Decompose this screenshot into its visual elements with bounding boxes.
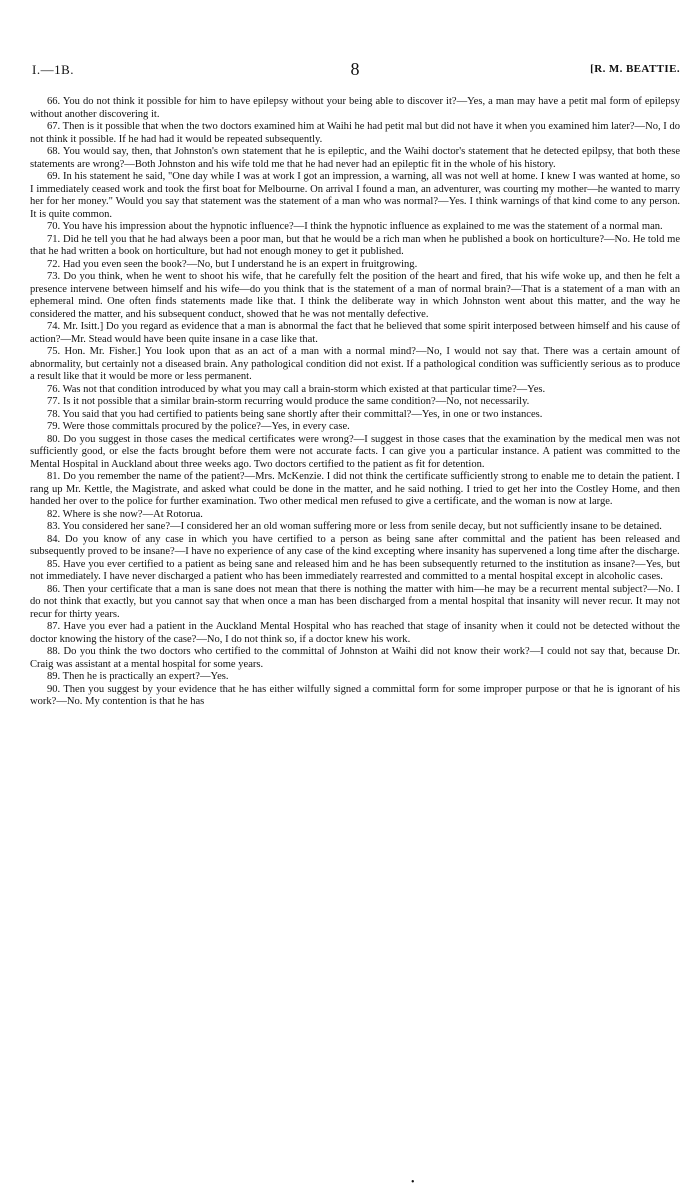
document-reference: I.—1B. [32,62,74,77]
testimony-paragraph: 75. Hon. Mr. Fisher.] You look upon that as an act of a man with a normal mind?—No, I would not say that. There was a certain amount of abnormality, but certainly not a diseased brain. Any pathological condition did not exist. If a pathological condition was sufficiently serious as to produce a result like that it would be more or less permanent. [30,346,680,382]
testimony-paragraph: 76. Was not that condition introduced by what you may call a brain-storm which existed at that particular time?—Yes. [47,383,546,395]
document-page [30,59,680,709]
testimony-paragraph: 86. Then your certificate that a man is sane does not mean that there is nothing the matter with him—he may be a recurrent mental subject?—No. I do not think that exactly, but you cannot say that when once a man has been discharged from a mental hospital that insanity will never recur. It may not recur for thirty years. [30,583,680,620]
testimony-paragraph: 74. Mr. Isitt.] Do you regard as evidence that a man is abnormal the fact that he believed that some spirit interposed between himself and his cause of action?—Mr. Stead would have been quite insane in a case like that. [30,321,680,345]
testimony-paragraph: 81. Do you remember the name of the patient?—Mrs. McKenzie. I did not think the certificate sufficiently strong to enable me to detain the patient. I rang up Mr. Kettle, the Magistrate, and asked what could be done in the matter, and he said nothing. I tried to get her into the Costley Home, and then handed her over to the police for further examination. Two other medical men refused to give a certificate, and the woman is now at large. [30,471,680,507]
testimony-paragraph: 67. Then is it possible that when the two doctors examined him at Waihi he had petit mal but did not have it when you examined him later?—No, I do not think it possible. If he had had it would be repeated subsequently. [30,121,680,145]
testimony-paragraph: 82. Where is she now?—At Rotorua. [47,508,203,520]
testimony-paragraph: 84. Do you know of any case in which you have certified to a person as being sane after committal and the patient has been released and subsequently proved to be insane?—I have no experience of any case of the kind excepting where insanity has supervened a long time after the discharge. [30,533,680,557]
page-header [30,59,680,84]
footer-mark: • [411,1177,415,1188]
testimony-paragraph: 87. Have you ever had a patient in the Auckland Mental Hospital who has reached that stage of insanity when it could not be detected without the doctor knowing the history of the case?—No, I do not think so, if a doctor knew his work. [30,621,680,645]
testimony-paragraph: 69. In his statement he said, "One day while I was at work I got an impression, a warning, all was not well at home. I knew I was wanted at home, so I immediately ceased work and took the first boat for Melbourne. On arrival I found a man, an adventurer, was courting my mother—he wanted to marry her for her money." Would you say that statement was the statement of a man who was normal?—Yes. I think warnings of that kind come to any person. It is quite common. [30,171,680,220]
testimony-paragraph: 88. Do you think the two doctors who certified to the committal of Johnston at Waihi did not know their work?—I could not say that, because Dr. Craig was assistant at a mental hospital for some years. [30,646,680,670]
testimony-paragraph: 83. You considered her sane?—I considered her an old woman suffering more or less from senile decay, but not sufficiently insane to be detained. [47,521,662,532]
testimony-paragraph: 66. You do not think it possible for him to have epilepsy without your being able to discover it?—Yes, a man may have a petit mal form of epilepsy without another discovering it. [30,96,680,120]
testimony-paragraph: 68. You would say, then, that Johnston's own statement that he is epileptic, and the Waihi doctor's statement that he detected epilpsy, that both these statements are wrong?—Both Johnston and his wife told me that he had never had an epileptic fit in the whole of his history. [30,146,680,170]
page-number: 8 [350,59,360,79]
testimony-paragraph: 78. You said that you had certified to patients being sane shortly after their committal?—Yes, in one or two instances. [47,408,543,420]
testimony-paragraph: 70. You have his impression about the hypnotic influence?—I think the hypnotic influence as explained to me was the statement of a normal man. [47,221,663,232]
witness-name: [R. M. BEATTIE. [590,63,680,75]
testimony-paragraph: 71. Did he tell you that he had always been a poor man, but that he would be a rich man when he published a book on horticulture?—No. He told me that he had written a book on horticulture, but had not enough money to get it published. [30,233,680,257]
testimony-paragraph: 89. Then he is practically an expert?—Yes. [47,671,229,682]
testimony-paragraph: 77. Is it not possible that a similar brain-storm recurring would produce the same condition?—No, not necessarily. [47,396,530,407]
testimony-paragraph: 90. Then you suggest by your evidence that he has either wilfully signed a committal form for some improper purpose or that he is ignorant of his work?—No. My contention is that he has [30,683,680,707]
testimony-paragraph: 79. Were those committals procured by the police?—Yes, in every case. [47,421,350,432]
testimony-paragraph: 80. Do you suggest in those cases the medical certificates were wrong?—I suggest in those cases that the examination by the medical men was not sufficiently good, or else the facts brought before them were not accurate facts. I can give you a particular instance. A patient was committed to the Mental Hospital in Auckland about three weeks ago. Two doctors certified to the patient as fit for detention. [30,433,680,470]
testimony-paragraph: 72. Had you even seen the book?—No, but I understand he is an expert in fruitgrowing. [47,258,418,270]
testimony-paragraph: 85. Have you ever certified to a patient as being sane and released him and he has been subsequently returned to the institution as insane?—Yes, but not immediately. I have never discharged a patient who has been immediately rearrested and committed to a mental hospital except in alcoholic cases. [30,558,680,582]
testimony-body [30,96,680,709]
testimony-paragraph: 73. Do you think, when he went to shoot his wife, that he carefully felt the position of the heart and fired, that his wife woke up, and then he felt a presence intervene between himself and his wife—do you think that is the statement of a man of normal brain?—That is a statement of a man with an ephemeral mind. One often finds statements made like that. I think the deliberate way in which Johnston went about this matter, and the way he considered the matter, and his subsequent conduct, showed that he was not mentally defective. [30,271,680,320]
